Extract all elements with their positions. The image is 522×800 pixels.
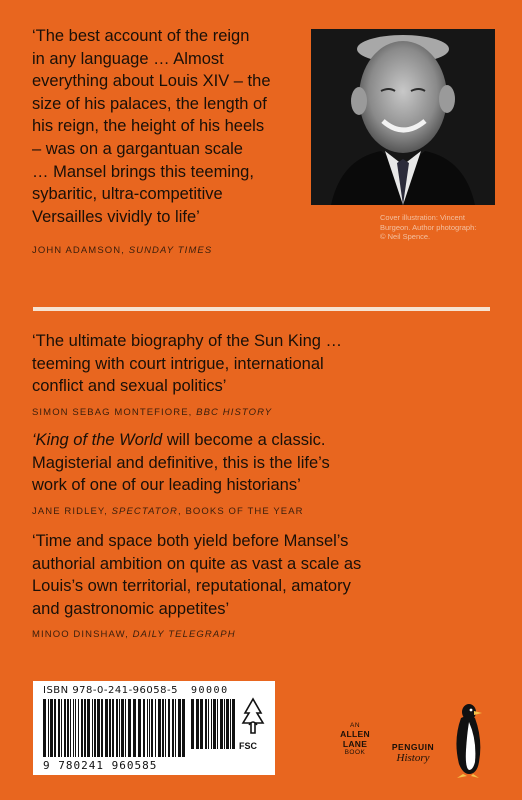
quote-line: Magisterial and definitive, this is the life’s	[32, 453, 330, 472]
attribution-author: MINOO DINSHAW,	[32, 629, 133, 641]
attribution-author: SIMON SEBAG MONTEFIORE,	[32, 406, 197, 418]
isbn-label: ISBN 978-0-241-96058-5	[43, 685, 178, 696]
imprint-penguin: PENGUIN	[391, 742, 435, 752]
barcode-addon-bars	[191, 699, 235, 757]
fsc-logo-icon	[239, 695, 267, 741]
attribution-publication: SUNDAY TIMES	[128, 245, 213, 256]
quote-attribution	[32, 624, 502, 647]
quote-line: ‘The best account of the reign	[32, 27, 250, 45]
quote-line: ‘Time and space both yield before Mansel’s	[32, 532, 349, 550]
top-review-quote	[32, 25, 302, 228]
section-divider	[33, 307, 490, 311]
attribution-author: JANE RIDLEY,	[32, 505, 112, 517]
review-quote-2	[32, 429, 502, 523]
quote-attribution	[32, 501, 502, 524]
imprint-lane: LANE	[342, 739, 368, 749]
quote-line: authorial ambition on quite as vast a scale as	[32, 554, 362, 573]
barcode-bars	[43, 699, 187, 757]
attribution-publication: DAILY TELEGRAPH	[132, 629, 236, 641]
fsc-label: FSC	[239, 741, 257, 751]
imprint-history: History	[396, 752, 430, 764]
quote-attribution	[32, 402, 502, 425]
attribution-publication: SPECTATOR	[111, 505, 178, 517]
attribution-publication: BBC HISTORY	[196, 406, 273, 418]
imprint-book: BOOK	[344, 749, 366, 756]
isbn-barcode-box	[33, 681, 275, 775]
quote-line: Louis’s own territorial, reputational, amatory	[32, 577, 351, 596]
review-quote-1	[32, 330, 502, 424]
quote-line: conflict and sexual politics’	[32, 377, 227, 396]
penguin-history-imprint	[383, 742, 443, 764]
credit-line: Burgeon. Author photograph:	[380, 222, 477, 232]
imprint-an: AN	[349, 722, 361, 729]
imprint-allen: ALLEN	[340, 729, 370, 739]
quote-line: everything about Louis XIV – the	[32, 72, 271, 91]
author-portrait-image	[311, 29, 495, 205]
quote-line: … Mansel brings this teeming,	[32, 162, 254, 181]
quote-line: and gastronomic appetites’	[32, 599, 230, 618]
quote-line: work of one of our leading historians’	[32, 476, 301, 495]
allen-lane-logo	[330, 722, 380, 756]
credit-line: Cover illustration: Vincent	[380, 213, 465, 222]
quote-line: teeming with court intrigue, international	[32, 354, 324, 373]
quote-line: ‘The ultimate biography of the Sun King …	[32, 332, 343, 350]
quote-line: Versailles vividly to life’	[32, 207, 200, 226]
barcode-number: 9 780241 960585	[43, 759, 158, 772]
book-title-italic: ‘King of the World	[32, 431, 163, 449]
top-quote-attribution	[32, 245, 212, 256]
credit-line: © Neil Spence.	[380, 232, 431, 242]
author-photograph	[311, 29, 495, 205]
quote-line: in any language … Almost	[32, 49, 224, 68]
attribution-author: JOHN ADAMSON,	[32, 245, 129, 256]
quote-line: sybaritic, ultra-competitive	[32, 185, 223, 204]
quote-line: size of his palaces, the length of	[32, 94, 267, 113]
quote-line: will become a classic.	[162, 431, 326, 449]
barcode-addon-number: 90000	[191, 685, 229, 696]
review-quote-3	[32, 530, 502, 647]
photo-credit	[380, 213, 500, 242]
quote-line: his reign, the height of his heels	[32, 117, 265, 136]
penguin-logo-icon	[449, 700, 489, 780]
quote-line: – was on a gargantuan scale	[32, 139, 243, 158]
attribution-suffix: , BOOKS OF THE YEAR	[178, 505, 304, 517]
